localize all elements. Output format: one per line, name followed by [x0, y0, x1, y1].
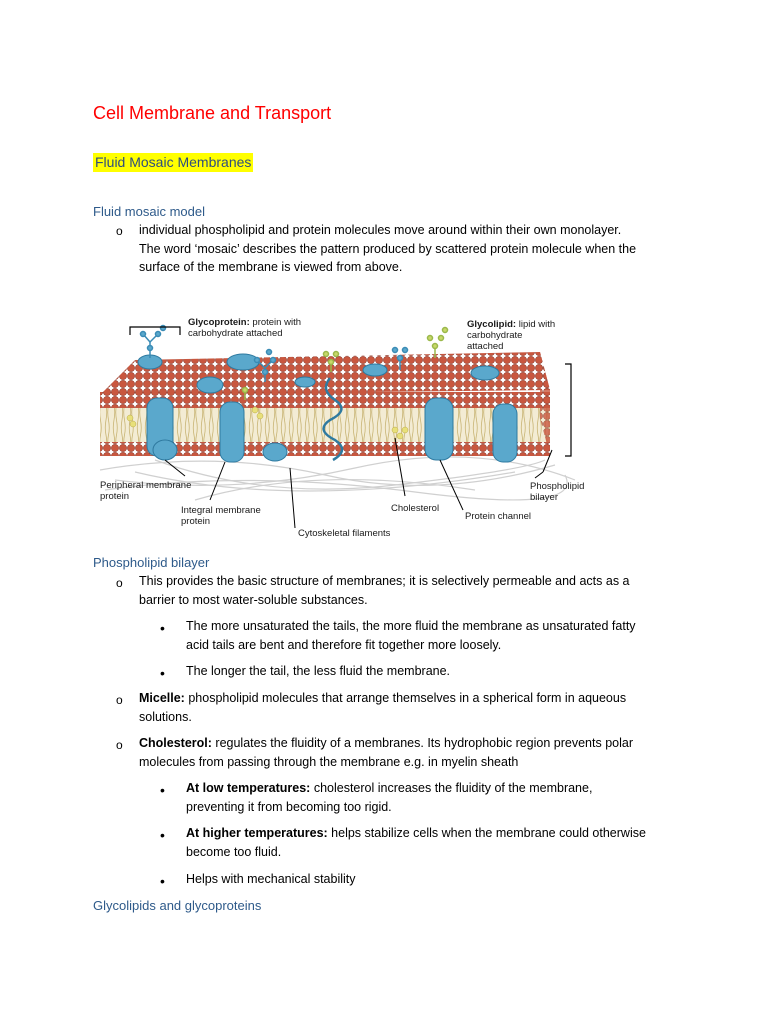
heading-glycolipids-glycoproteins: Glycolipids and glycoproteins	[93, 898, 262, 913]
micelle-def: phospholipid molecules that arrange themselves in a spherical form in aqueous	[184, 691, 627, 705]
bullet-marker: •	[160, 620, 165, 636]
micelle-term: Micelle:	[139, 691, 185, 705]
high-temp-line-2: become too fluid.	[186, 844, 282, 859]
bullet-marker: •	[160, 873, 165, 889]
cholesterol-line-1	[139, 734, 699, 753]
fluid-mosaic-line-3: surface of the membrane is viewed from above.	[139, 260, 403, 274]
bullet-marker: •	[160, 665, 165, 681]
label-phospholipid-1: Phospholipid	[530, 481, 585, 492]
label-glycoprotein: Glycoprotein: protein with	[188, 317, 301, 328]
label-cholesterol: Cholesterol	[391, 503, 440, 514]
peripheral-protein	[227, 354, 259, 370]
integral-protein	[493, 404, 517, 462]
low-temp-term: At low temperatures:	[186, 781, 311, 795]
high-temp-def: helps stabilize cells when the membrane could otherwise	[327, 826, 646, 840]
cytoskeletal-filaments	[100, 457, 575, 500]
bullet-marker: •	[160, 827, 165, 843]
heading-phospholipid-bilayer: Phospholipid bilayer	[93, 555, 210, 570]
label-glycolipid: Glycolipid: lipid with	[467, 319, 556, 330]
peripheral-protein-inner	[263, 443, 287, 461]
phospholipid-line-2: barrier to most water-soluble substances.	[139, 592, 368, 607]
unsaturated-line-1: The more unsaturated the tails, the more fluid the membrane as unsaturated fatty	[186, 619, 636, 633]
section-heading-highlighted: Fluid Mosaic Membranes	[95, 154, 252, 170]
integral-protein	[220, 402, 244, 462]
label-phospholipid-2: bilayer	[530, 492, 558, 503]
micelle-line-1	[139, 689, 699, 708]
membrane-diagram	[95, 300, 605, 545]
high-temp-line-1	[186, 824, 686, 843]
phospholipid-line-1: This provides the basic structure of membranes; it is selectively permeable and acts as a	[139, 574, 630, 588]
list-marker: o	[116, 224, 123, 238]
label-integral-2: protein	[181, 516, 211, 527]
label-peripheral-1: Peripheral membrane	[100, 480, 192, 491]
longer-tail-text: The longer the tail, the less fluid the membrane.	[186, 664, 451, 678]
cholesterol-def: regulates the fluidity of a membranes. Its hydrophobic region prevents polar	[211, 736, 634, 750]
fluid-mosaic-text	[139, 221, 699, 277]
unsaturated-tails-text	[186, 617, 686, 654]
low-temp-line-2: preventing it from becoming too rigid.	[186, 799, 392, 814]
unsaturated-line-2: acid tails are bent and therefore fit together more loosely.	[186, 637, 502, 652]
mechanical-stability-text: Helps with mechanical stability	[186, 872, 356, 886]
bullet-marker: •	[160, 782, 165, 798]
cholesterol-line-2: molecules from passing through the membrane e.g. in myelin sheath	[139, 754, 519, 769]
phospholipid-text	[139, 572, 699, 609]
protein-channel	[425, 398, 453, 460]
page-title: Cell Membrane and Transport	[93, 103, 332, 123]
high-temp-term: At higher temperatures:	[186, 826, 328, 840]
cholesterol-term: Cholesterol:	[139, 736, 212, 750]
label-glycolipid-3: attached	[467, 341, 504, 352]
label-cytoskeletal: Cytoskeletal filaments	[298, 528, 391, 539]
peripheral-protein	[197, 377, 223, 393]
peripheral-protein	[363, 364, 387, 376]
list-marker: o	[116, 693, 123, 707]
low-temp-text	[186, 779, 686, 816]
heading-fluid-mosaic-model: Fluid mosaic model	[93, 204, 205, 219]
peripheral-protein	[295, 377, 315, 387]
bilayer-bracket	[565, 364, 571, 456]
fluid-mosaic-line-2: The word ‘mosaic’ describes the pattern produced by scattered protein molecule when the	[139, 241, 637, 256]
fluid-mosaic-line-1: individual phospholipid and protein molecules move around within their own monolayer.	[139, 223, 622, 237]
list-marker: o	[116, 576, 123, 590]
cholesterol-text	[139, 734, 699, 771]
micelle-text	[139, 689, 699, 726]
list-marker: o	[116, 738, 123, 752]
label-glycoprotein-2: carbohydrate attached	[188, 328, 283, 339]
high-temp-text	[186, 824, 686, 861]
low-temp-line-1	[186, 779, 686, 798]
label-peripheral-2: protein	[100, 491, 130, 502]
micelle-line-2: solutions.	[139, 709, 192, 724]
low-temp-def: cholesterol increases the fluidity of the membrane,	[310, 781, 593, 795]
peripheral-protein-inner	[153, 440, 177, 460]
label-protein-channel: Protein channel	[465, 511, 532, 522]
label-integral-1: Integral membrane	[181, 505, 261, 516]
peripheral-protein	[471, 366, 499, 380]
label-glycolipid-2: carbohydrate	[467, 330, 523, 341]
